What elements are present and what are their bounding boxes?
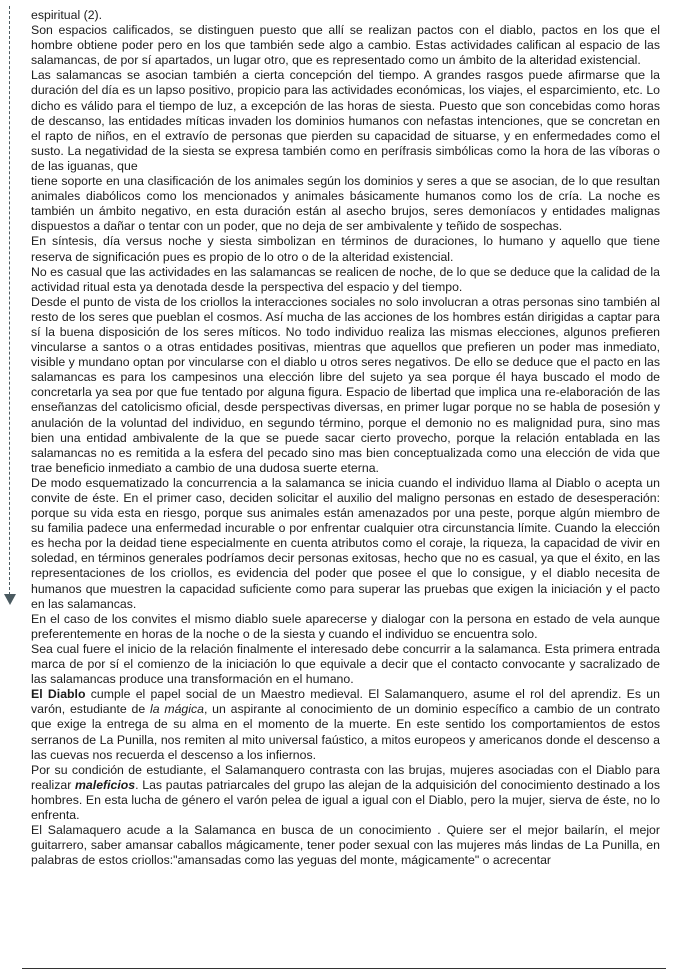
text-run: Las salamancas se asocian también a cierta concepción del tiempo. A grandes rasgos puede afirmarse que la duración del día es un lapso positivo, propicio para las actividades económicas, los viajes, el esparcimiento, etc. Lo dicho es válido para el tiempo de luz, a excepción de las horas de siesta. Puesto que son concebidas como horas de descanso, las entidades míticas invaden los dominios humanos con nefastas intenciones, que se concretan en el rapto de niños, en el extravío de personas que pierden su capacidad de situarse, y en enfermedades como el susto. La negatividad de la siesta se expresa también como en perífrasis simbólicas como la hora de las víboras o de las iguanas, que [31, 68, 660, 173]
body-text [31, 8, 660, 868]
paragraph [31, 687, 660, 762]
arrow-down-icon [4, 594, 16, 605]
paragraph [31, 23, 660, 68]
paragraph [31, 68, 660, 174]
text-run: En el caso de los convites el mismo diablo suele aparecerse y dialogar con la persona en estado de vela aunque preferentemente en horas de la noche o de la siesta y cuando el individuo se encuentra solo. [31, 611, 660, 641]
text-run: Son espacios calificados, se distinguen puesto que allí se realizan pactos con el diablo, pactos en los que el hombre obtiene poder pero en los que también sede algo a cambio. Estas actividades califican al espacio de las salamancas, de por sí apartados, un lugar otro, que es representado como un ámbito de la alteridad existencial. [31, 23, 660, 68]
paragraph [31, 823, 660, 868]
text-run: , un aspirante al conocimiento de un dominio específico a cambio de un contrato que exige la entrega de su alma en el momento de la muerte. En este sentido los comportamientos de estos serranos de La Punilla, nos remiten al mito universal faústico, a mitos europeos y americanos donde el descenso a las cuevas nos recuerda el descenso a los infiernos. [31, 702, 660, 762]
text-run: maleficios [75, 777, 136, 792]
text-run: En síntesis, día versus noche y siesta simbolizan en términos de duraciones, lo humano y aquello que tiene reserva de significación pues es propio de lo otro o de la alteridad existencial. [31, 234, 660, 264]
paragraph [31, 295, 660, 476]
footer-rule [22, 968, 666, 969]
paragraph [31, 642, 660, 687]
paragraph [31, 8, 660, 23]
text-run: Por su condición de estudiante, el Salamanquero contrasta con las brujas, mujeres asociadas con el Diablo para realizar [31, 762, 660, 792]
text-run: El Diablo [31, 687, 86, 702]
paragraph [31, 612, 660, 642]
text-run: la mágica [149, 702, 204, 717]
text-run: tiene soporte en una clasificación de los animales según los dominios y seres a que se asocian, de lo que resultan animales diabólicos como los mencionados y animales básicamente humanos como los de cría. La noche es también un ámbito negativo, en esta duración están al asecho brujos, seres demoníacos y entidades malignas dispuestos a dañar o tentar con un poder, que no deja de ser ambivalente y teñido de sospechas. [31, 174, 660, 234]
text-run: Desde el punto de vista de los criollos la interacciones sociales no solo involucran a otras personas sino también al resto de los seres que pueblan el cosmos. Así mucha de las acciones de los hombres están dirigidas a captar para sí la buena disposición de los seres míticos. No todo individuo realiza las mismas elecciones, algunos prefieren vincularse a santos o a otras entidades positivas, mientras que aquellos que prefieren un poder mas inmediato, visible y mundano optan por vincularse con el diablo u otros seres negativos. De ello se deduce que el pacto en las salamancas es para los campesinos una elección libre del sujeto ya sea porque él haya buscado el modo de concretarla ya sea por que fue tentado por alguna figura. Espacio de libertad que implica una re-elaboración de las enseñanzas del catolicismo oficial, desde perspectivas diversas, en primer lugar porque no se habla de posesión y anulación de la voluntad del individuo, en segundo término, porque el demonio no es malignidad pura, sino mas bien una entidad ambivalente de la que se puede sacar cierto provecho, porque la relación entablada en las salamancas no es remitida a la esfera del pecado sino mas bien conceptualizada como una elección de vida que trae beneficio inmediato a cambio de una dudosa suerte eterna. [31, 294, 660, 475]
text-run: cumple el papel social de un Maestro medieval. El Salamanquero, asume el rol del aprendiz. Es un varón, estudiante de [31, 687, 660, 717]
text-run: Sea cual fuere el inicio de la relación finalmente el interesado debe concurrir a la salamanca. Esta primera entrada marca de por sí el comienzo de la iniciación lo que equivale a decir que el contacto convocante y sacralizado de las salamancas produce una transformación en el humano. [31, 641, 660, 687]
paragraph [31, 763, 660, 823]
paragraph [31, 265, 660, 295]
text-run: De modo esquematizado la concurrencia a la salamanca se inicia cuando el individuo llama al Diablo o acepta un convite de éste. En el primer caso, deciden solicitar el auxilio del maligno personas en estado de desesperación: porque su vida esta en riesgo, porque sus animales están amenazados por una peste, porque algún miembro de su familia padece una enfermedad incurable o por enfrentar cualquier otra circunstancia límite. Cuando la elección es hecha por la deidad tiene especialmente en cuenta atributos como el coraje, la riqueza, la capacidad de vivir en soledad, en términos generales podríamos decir personas exitosas, hecho que no es casual, ya que el éxito, en las representaciones de los criollos, es evidencia del poder que posee el que lo consigue, y el diablo necesita de humanos que muestren la capacidad suficiente como para superar las pruebas que exigen la iniciación y el pacto en las salamancas. [31, 475, 660, 611]
text-run: El Salamaquero acude a la Salamanca en busca de un conocimiento . Quiere ser el mejor bailarín, el mejor guitarrero, saber amansar caballos mágicamente, tener poder sexual con las mujeres más lindas de La Punilla, en palabras de estos criollos:"amansadas como las yeguas del monte, mágicamente" o acrecentar [31, 823, 660, 868]
paragraph [31, 234, 660, 264]
paragraph [31, 476, 660, 612]
margin-dashed-line [9, 6, 10, 600]
text-run: espiritual (2). [31, 8, 103, 22]
paragraph [31, 174, 660, 234]
text-run: No es casual que las actividades en las salamancas se realicen de noche, de lo que se deduce que la calidad de la actividad ritual esta ya denotada desde la perspectiva del espacio y del tiempo. [31, 264, 660, 294]
text-run: . Las pautas patriarcales del grupo las alejan de la adquisición del conocimiento destinado a los hombres. En esta lucha de género el varón pelea de igual a igual con el Diablo, pero la mujer, sierva de éste, no lo enfrenta. [31, 777, 660, 822]
